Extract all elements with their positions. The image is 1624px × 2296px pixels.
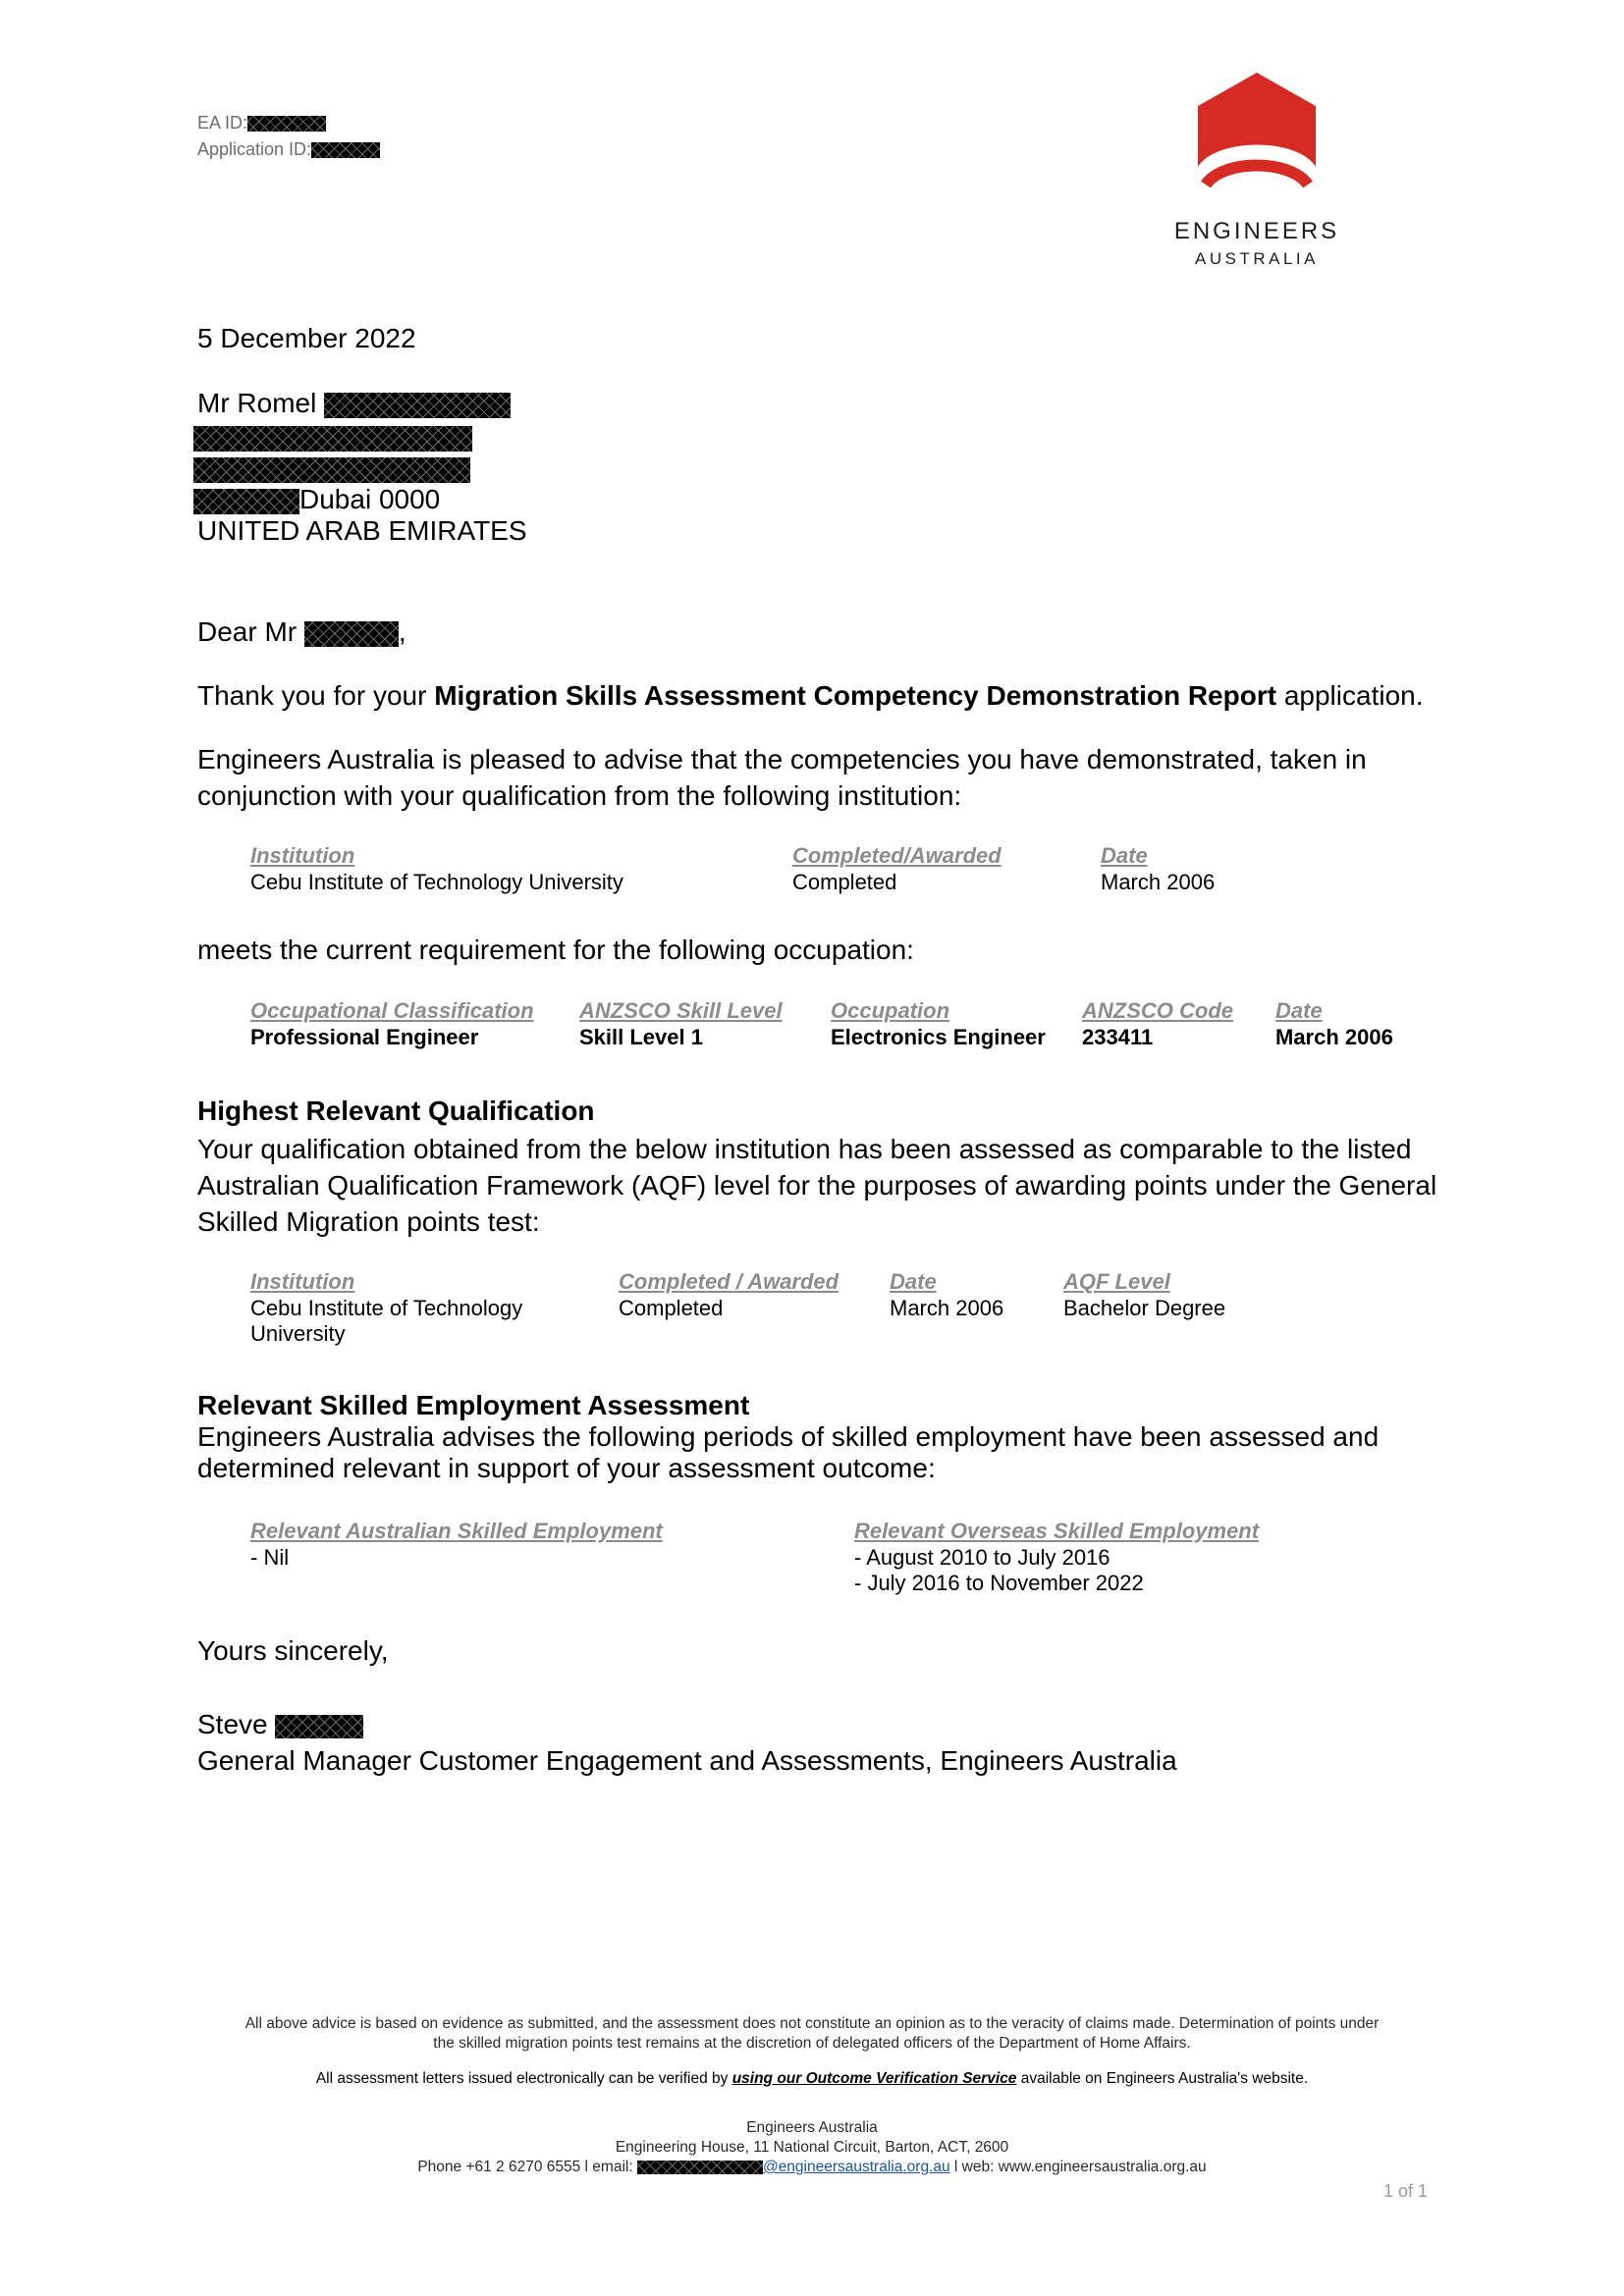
salutation <box>197 614 406 650</box>
recipient-name-line <box>197 385 527 421</box>
address-city-line <box>197 484 527 515</box>
application-id-label: Application ID: <box>197 139 312 159</box>
thanks-paragraph <box>197 677 1424 714</box>
verify-post: available on Engineers Australia's website. <box>1016 2070 1309 2087</box>
qual-institution-cell-cont: University <box>250 1321 346 1346</box>
overseas-employment-item: - July 2016 to November 2022 <box>854 1571 1144 1595</box>
footer-org: Engineers Australia <box>746 2119 878 2136</box>
address-line-1 <box>197 421 527 453</box>
recipient-address <box>197 385 527 547</box>
recipient-city: Dubai 0000 <box>299 484 441 514</box>
address-line-2 <box>197 453 527 484</box>
competency-line-2: conjunction with your qualification from the following institution: <box>197 780 962 811</box>
qualification-line-3: Skilled Migration points test: <box>197 1206 540 1237</box>
skill-level-cell: Skill Level 1 <box>579 1025 703 1049</box>
employment-paragraph <box>197 1421 1379 1484</box>
disclaimer-line-1: All above advice is based on evidence as submitted, and the assessment does not constitute an opinion as to the veracity of claims made. Determination of points under <box>244 2015 1380 2032</box>
australian-employment-header: Relevant Australian Skilled Employment <box>250 1519 663 1543</box>
footer-web: l web: www.engineersaustralia.org.au <box>949 2159 1207 2175</box>
closing: Yours sincerely, <box>197 1635 389 1666</box>
logo-text-engineers: ENGINEERS <box>1173 218 1340 244</box>
logo-hexagon-icon <box>1188 69 1326 211</box>
redacted-po-box <box>193 489 299 514</box>
footer-contact-line <box>0 2158 1624 2177</box>
salutation-text: Dear Mr <box>197 616 298 647</box>
outcome-verification-link[interactable]: using our Outcome Verification Service <box>731 2070 1017 2087</box>
redacted-signer-surname <box>275 1715 363 1738</box>
overseas-employment-item: - August 2010 to July 2016 <box>854 1545 1110 1570</box>
overseas-employment-header: Relevant Overseas Skilled Employment <box>854 1519 1260 1543</box>
application-id-row <box>197 136 380 163</box>
institution-header: Institution <box>250 843 355 868</box>
redacted-area <box>193 457 470 483</box>
footer-address: Engineering House, 11 National Circuit, Barton, ACT, 2600 <box>615 2139 1009 2156</box>
qual-date-header: Date <box>890 1269 937 1294</box>
employment-line-2: determined relevant in support of your assessment outcome: <box>197 1453 936 1483</box>
anzsco-skill-level-header: ANZSCO Skill Level <box>579 998 783 1023</box>
redacted-street <box>193 426 472 452</box>
classification-cell: Professional Engineer <box>250 1025 479 1049</box>
redacted-salutation-name <box>304 621 399 647</box>
signer-title: General Manager Customer Engagement and Assessments, Engineers Australia <box>197 1745 1177 1776</box>
logo-text-australia: AUSTRALIA <box>1195 249 1319 268</box>
application-type: Migration Skills Assessment Competency Demonstration Report <box>434 680 1277 711</box>
qual-completed-cell: Completed <box>619 1296 724 1320</box>
qualification-heading: Highest Relevant Qualification <box>197 1095 595 1126</box>
qualification-paragraph <box>197 1131 1436 1240</box>
meets-requirement-text: meets the current requirement for the following occupation: <box>197 934 914 965</box>
date-cell: March 2006 <box>1101 870 1216 894</box>
letter-date: 5 December 2022 <box>197 323 416 353</box>
australian-employment-item: - Nil <box>250 1545 290 1570</box>
competency-paragraph <box>197 741 1367 814</box>
thanks-post: application. <box>1276 680 1424 711</box>
redacted-surname <box>324 393 511 418</box>
occupation-table <box>250 997 1429 1056</box>
anzsco-code-cell: 233411 <box>1082 1025 1154 1049</box>
qualification-line-1: Your qualification obtained from the below institution has been assessed as comparable to the listed <box>197 1134 1412 1164</box>
occupational-classification-header: Occupational Classification <box>250 998 534 1023</box>
employment-line-1: Engineers Australia advises the following periods of skilled employment have been assessed and <box>197 1421 1380 1452</box>
competency-line-1: Engineers Australia is pleased to advise that the competencies you have demonstrated, taken in <box>197 744 1367 774</box>
signer-first-name: Steve <box>197 1709 268 1739</box>
occupation-date-cell: March 2006 <box>1275 1025 1393 1049</box>
thanks-pre: Thank you for your <box>197 680 435 711</box>
reference-ids <box>197 110 380 163</box>
date-header: Date <box>1101 843 1148 868</box>
anzsco-code-header: ANZSCO Code <box>1082 998 1233 1023</box>
redacted-email-user <box>637 2161 763 2174</box>
email-link[interactable]: @engineersaustralia.org.au <box>762 2159 950 2175</box>
qualification-table <box>250 1268 1429 1357</box>
ea-id-row <box>197 110 380 136</box>
qual-completed-header: Completed / Awarded <box>619 1269 839 1294</box>
employment-table <box>250 1518 1429 1606</box>
qual-institution-header: Institution <box>250 1269 355 1294</box>
page-number: 1 of 1 <box>1382 2181 1428 2201</box>
occupation-date-header: Date <box>1275 998 1323 1023</box>
qual-date-cell: March 2006 <box>890 1296 1004 1320</box>
footer-contact <box>0 2118 1624 2177</box>
verification-note <box>0 2070 1624 2088</box>
employment-heading: Relevant Skilled Employment Assessment <box>197 1390 750 1420</box>
aqf-level-header: AQF Level <box>1063 1269 1170 1294</box>
recipient-country: UNITED ARAB EMIRATES <box>197 515 527 546</box>
institution-cell: Cebu Institute of Technology University <box>250 870 623 894</box>
completed-cell: Completed <box>792 870 897 894</box>
qualification-line-2: Australian Qualification Framework (AQF) level for the purposes of awarding points under the General <box>197 1170 1437 1201</box>
aqf-level-cell: Bachelor Degree <box>1063 1296 1226 1320</box>
occupation-cell: Electronics Engineer <box>831 1025 1046 1049</box>
footer-phone: Phone +61 2 6270 6555 l email: <box>417 2159 637 2175</box>
verify-pre: All assessment letters issued electronically can be verified by <box>315 2070 732 2087</box>
engineers-australia-logo <box>1144 69 1370 269</box>
institution-table <box>250 842 1429 901</box>
occupation-header: Occupation <box>831 998 950 1023</box>
signer-name-line <box>197 1706 363 1742</box>
footer-disclaimer <box>0 2014 1624 2054</box>
disclaimer-line-2: the skilled migration points test remains at the discretion of delegated officers of the Department of Home Affairs. <box>433 2035 1191 2052</box>
redacted-ea-id <box>247 116 326 132</box>
salutation-comma: , <box>398 616 406 647</box>
ea-id-label: EA ID: <box>197 113 248 133</box>
redacted-application-id <box>311 142 380 158</box>
qual-institution-cell: Cebu Institute of Technology <box>250 1296 523 1320</box>
recipient-name: Mr Romel <box>197 388 317 418</box>
completed-awarded-header: Completed/Awarded <box>792 843 1001 868</box>
